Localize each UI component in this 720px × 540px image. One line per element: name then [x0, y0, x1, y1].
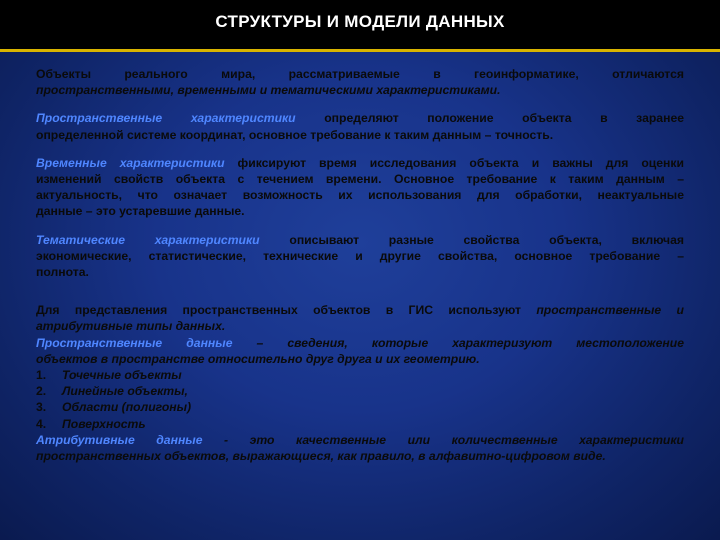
list-item	[36, 367, 684, 383]
paragraph-line	[36, 232, 684, 248]
paragraph-line: полнота.	[36, 265, 89, 280]
list-label: Поверхность	[62, 416, 146, 431]
paragraph-line: определенной системе координат, основное требование к таким данным – точность.	[36, 127, 554, 142]
paragraph-line	[36, 432, 684, 448]
list-number: 1.	[36, 368, 47, 383]
list-item	[36, 416, 684, 432]
list-label: Точечные объекты	[62, 368, 182, 383]
paragraph-line	[36, 110, 684, 126]
term-spatial-data: Пространственные данные	[36, 335, 233, 350]
paragraph-line: актуальность, что означает возможность их использования для обработки, неактуальные	[36, 188, 684, 203]
list-number: 3.	[36, 400, 47, 415]
paragraph-line	[36, 302, 684, 318]
paragraph-text: определяют положение объекта в заранее	[295, 111, 684, 126]
paragraph-text-italic: пространственные и	[536, 303, 684, 318]
paragraph-temporal	[36, 155, 684, 220]
paragraph-thematic	[36, 232, 684, 281]
paragraph-line: экономические, статистические, технические и другие свойства, основное требование –	[36, 248, 684, 263]
paragraph-line: данные – это устаревшие данные.	[36, 204, 245, 219]
paragraph-text: – сведения, которые характеризуют местоположение	[232, 335, 684, 350]
list-number: 2.	[36, 384, 47, 399]
paragraph-line	[36, 155, 684, 171]
list-item	[36, 399, 684, 415]
paragraph-text: - это качественные или количественные характеристики	[202, 432, 684, 447]
paragraph-line	[36, 335, 684, 351]
paragraph-line: изменений свойств объекта с течением времени. Основное требование к таким данным –	[36, 172, 684, 187]
paragraph-gis-types	[36, 302, 684, 464]
paragraph-line: объектов в пространстве относительно друг друга и их геометрию.	[36, 351, 480, 366]
title-bar	[0, 0, 720, 50]
term-temporal: Временные характеристики	[36, 155, 225, 170]
paragraph-objects	[36, 66, 684, 98]
title-divider	[0, 49, 720, 52]
paragraph-spatial	[36, 110, 684, 142]
paragraph-line: пространственными, временными и тематическими характеристиками.	[36, 83, 501, 98]
list-label: Области (полигоны)	[62, 400, 192, 415]
paragraph-text: описывают разные свойства объекта, включая	[259, 232, 685, 247]
paragraph-line: атрибутивные типы данных.	[36, 319, 226, 334]
term-thematic: Тематические характеристики	[36, 232, 260, 247]
term-spatial: Пространственные характеристики	[36, 111, 296, 126]
paragraph-line: Объекты реального мира, рассматриваемые в геоинформатике, отличаются	[36, 67, 684, 81]
term-attribute-data: Атрибутивные данные	[36, 432, 203, 447]
paragraph-line: пространственных объектов, выражающиеся, как правило, в алфавитно-цифровом виде.	[36, 449, 606, 464]
slide-title: СТРУКТУРЫ И МОДЕЛИ ДАННЫХ	[215, 12, 505, 31]
list-label: Линейные объекты,	[62, 384, 188, 399]
paragraph-text: фиксируют время исследования объекта и важны для оценки	[224, 155, 684, 170]
list-item	[36, 383, 684, 399]
slide-content	[36, 66, 684, 476]
list-number: 4.	[36, 416, 47, 431]
paragraph-text: Для представления пространственных объектов в ГИС используют	[36, 303, 537, 318]
